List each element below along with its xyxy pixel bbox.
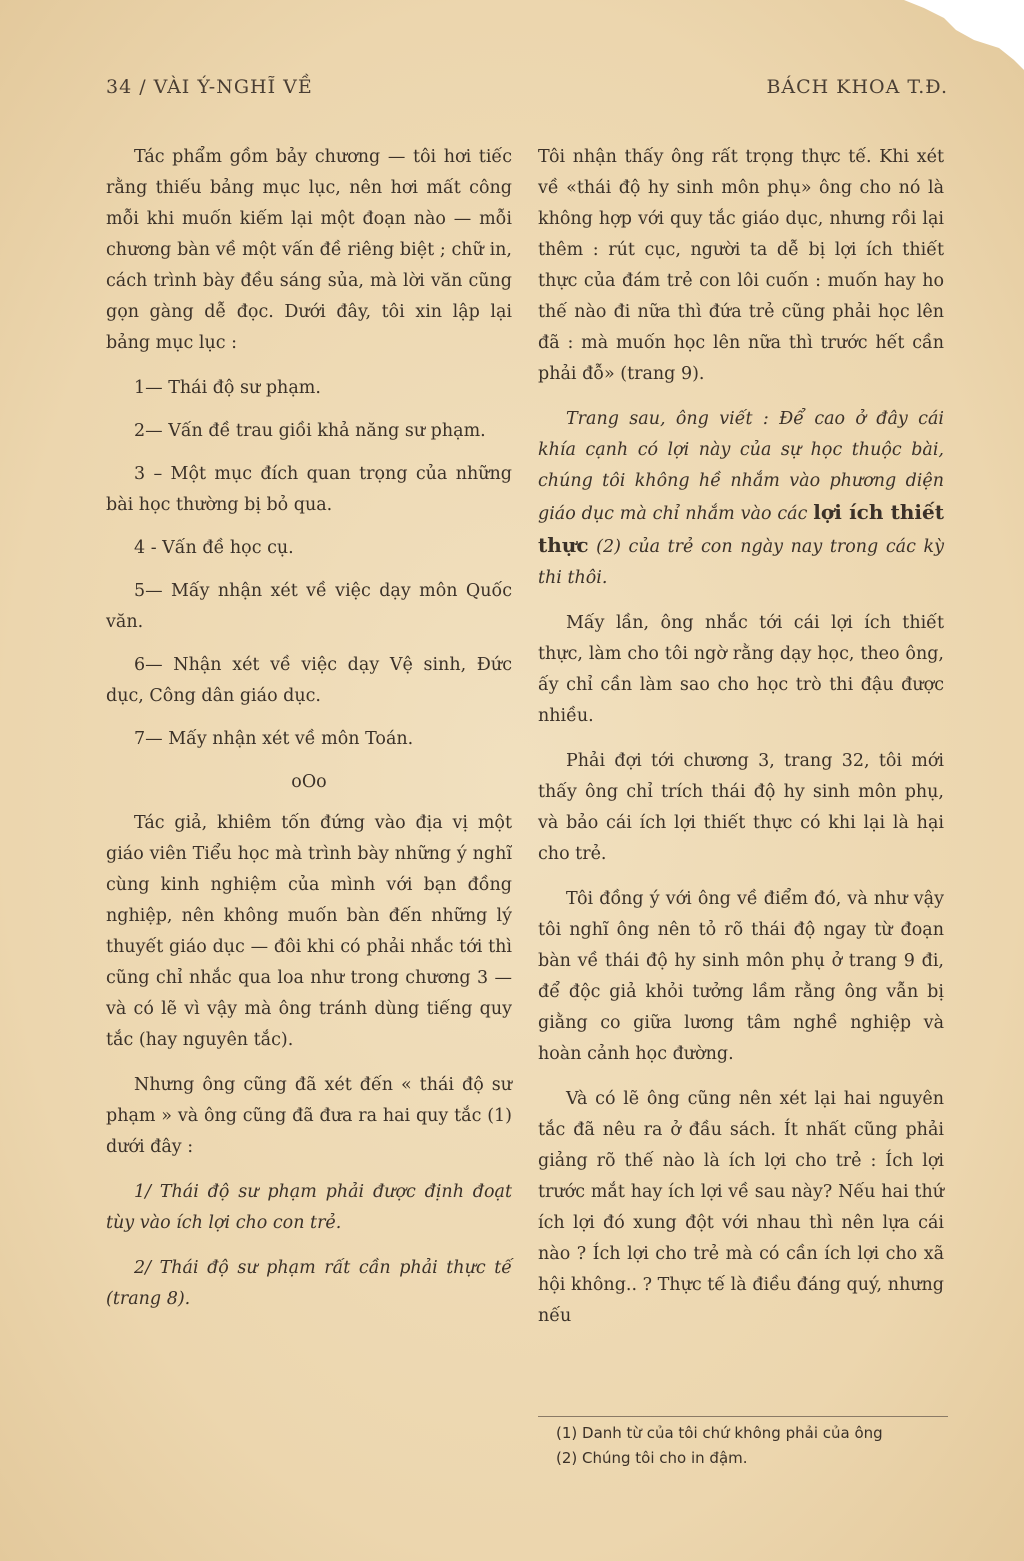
footnote: (1) Danh từ của tôi chứ không phải của ông [556, 1424, 883, 1442]
paragraph: Và có lẽ ông cũng nên xét lại hai nguyên tắc đã nêu ra ở đầu sách. Ít nhất cũng phải giảng rõ thế nào là ích lợi cho trẻ : Ích lợi trước mắt hay ích lợi về sau này? Nếu hai thứ ích lợi đó xung đột với nhau thì nên lựa cái nào ? Ích lợi cho trẻ mà có cần ích lợi cho xã hội không.. ? Thực tế là điều đáng quý, nhưng nếu [538, 1089, 944, 1326]
paragraph: Mấy lần, ông nhắc tới cái lợi ích thiết thực, làm cho tôi ngờ rằng dạy học, theo ông, ấy chỉ cần làm sao cho học trò thi đậu được nhiều. [538, 613, 944, 726]
paragraph: Tác giả, khiêm tốn đứng vào địa vị một giáo viên Tiểu học mà trình bày những ý nghĩ cùng kinh nghiệm của mình với bạn đồng nghiệp, nên không muốn bàn đến những lý thuyết giáo dục — đôi khi có phải nhắc tới thì cũng chỉ nhắc qua loa như trong chương 3 — và có lẽ vì vậy mà ông tránh dùng tiếng quy tắc (hay nguyên tắc). [106, 813, 512, 1050]
footnotes [538, 1416, 948, 1471]
paragraph: Tôi nhận thấy ông rất trọng thực tế. Khi xét về «thái độ hy sinh môn phụ» ông cho nó là không hợp với quy tắc giáo dục, nhưng rồi lại thêm : rút cục, người ta dễ bị lợi ích thiết thực của đám trẻ con lôi cuốn : muốn hay ho thế nào đi nữa thì đứa trẻ cũng phải học lên đã : mà muốn học lên nữa thì trước hết cần phải đỗ» (trang 9). [538, 147, 944, 384]
left-column [106, 142, 512, 1329]
toc-item: 6— Nhận xét về việc dạy Vệ sinh, Đức dục, Công dân giáo dục. [106, 655, 512, 706]
running-head-left: 34 / VÀI Ý-NGHĨ VỀ [106, 76, 313, 98]
toc-item: 5— Mấy nhận xét về việc dạy môn Quốc văn. [106, 581, 512, 632]
page-header [106, 76, 948, 106]
paragraph: Tôi đồng ý với ông về điểm đó, và như vậy tôi nghĩ ông nên tỏ rõ thái độ ngay từ đoạn bàn về thái độ hy sinh môn phụ ở trang 9 đi, để độc giả khỏi tưởng lầm rằng ông vẫn bị giằng co giữa lương tâm nghề nghiệp và hoàn cảnh học đường. [538, 889, 944, 1064]
rule-quote: 1/ Thái độ sư phạm phải được định đoạt tùy vào ích lợi cho con trẻ. [106, 1182, 512, 1233]
paragraph: Nhưng ông cũng đã xét đến « thái độ sư phạm » và ông cũng đã đưa ra hai quy tắc (1) dưới đây : [106, 1075, 512, 1157]
toc-item: 3 – Một mục đích quan trọng của những bài học thường bị bỏ qua. [106, 464, 512, 515]
paragraph-text: Trang sau, ông viết : Để cao ở đây cái khía cạnh có lợi này của sự học thuộc bài, chúng tôi không hề nhắm vào phương diện giáo dục mà chỉ nhắm vào các [538, 409, 944, 524]
paragraph [538, 404, 944, 594]
paragraph-text: (2) của trẻ con ngày nay trong các kỳ thi thôi. [538, 537, 944, 588]
toc-item: 4 - Vấn đề học cụ. [134, 538, 294, 558]
rule-quote: 2/ Thái độ sư phạm rất cần phải thực tế (trang 8). [106, 1258, 512, 1309]
toc-item: 7— Mấy nhận xét về môn Toán. [134, 729, 414, 749]
toc-item: 1— Thái độ sư phạm. [134, 378, 321, 398]
footnote: (2) Chúng tôi cho in đậm. [556, 1449, 748, 1467]
paragraph: Tác phẩm gồm bảy chương — tôi hơi tiếc rằng thiếu bảng mục lục, nên hơi mất công mỗi khi muốn kiếm lại một đoạn nào — mỗi chương bàn về một vấn đề riêng biệt ; chữ in, cách trình bày đều sáng sủa, mà lời văn cũng gọn gàng dễ đọc. Dưới đây, tôi xin lập lại bảng mục lục : [106, 147, 512, 353]
section-separator: oOo [291, 772, 327, 792]
bold-emphasis: lợi ích thiết thực [538, 500, 944, 557]
torn-corner [904, 0, 1024, 70]
toc-item: 2— Vấn đề trau giồi khả năng sư phạm. [134, 421, 486, 441]
right-column [538, 142, 944, 1346]
paragraph: Phải đợi tới chương 3, trang 32, tôi mới thấy ông chỉ trích thái độ hy sinh môn phụ, và bảo cái ích lợi thiết thực có khi lại là hại cho trẻ. [538, 751, 944, 864]
running-head-right: BÁCH KHOA T.Đ. [766, 76, 948, 98]
